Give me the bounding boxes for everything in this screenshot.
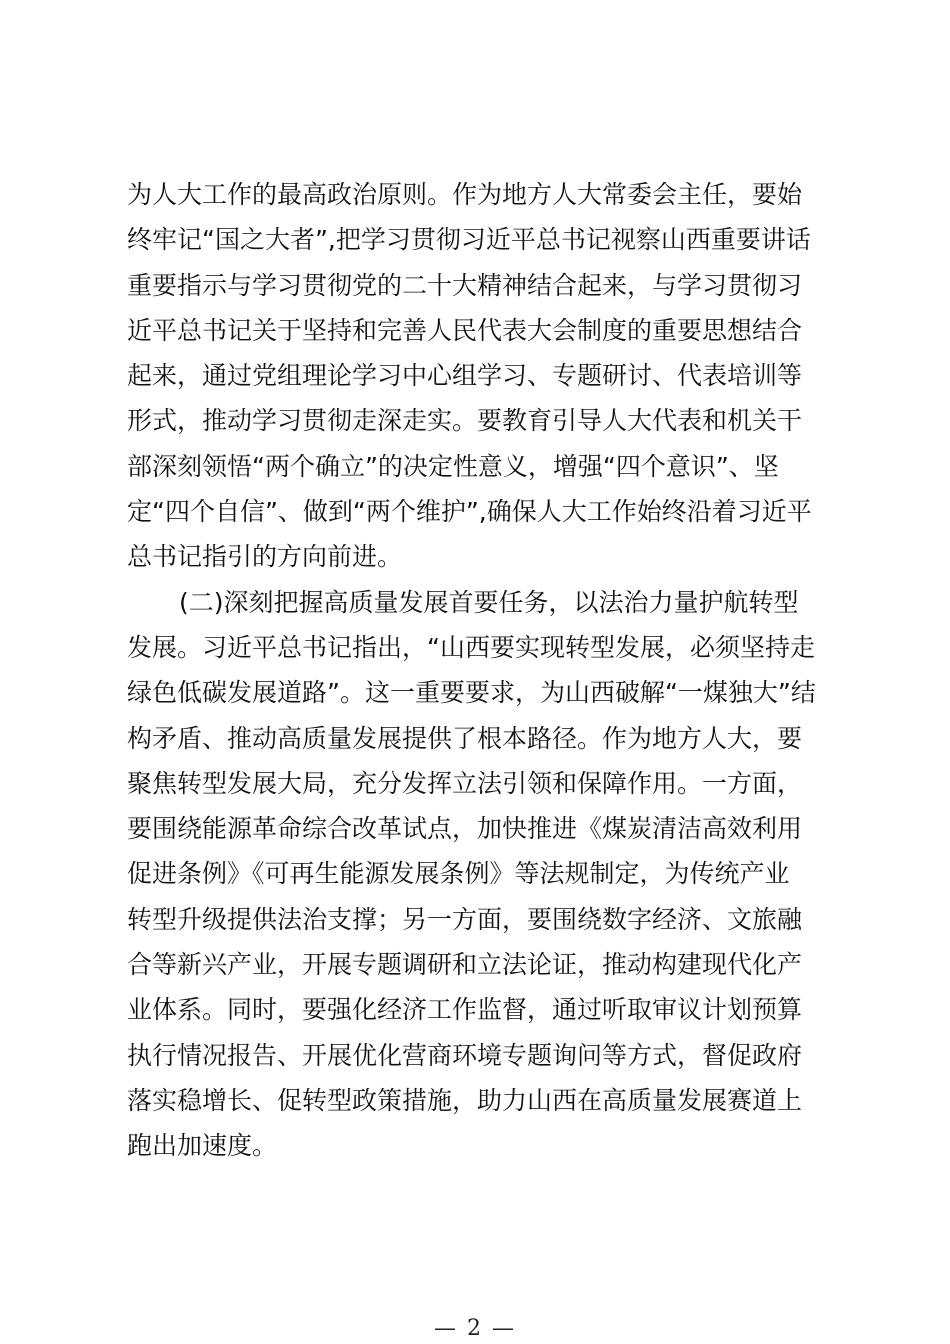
text-line: 执行情况报告、开展优化营商环境专题询问等方式，督促政府 — [127, 1040, 803, 1070]
text-line: 部深刻领悟“两个确立”的决定性意义，增强“四个意识”、坚 — [127, 451, 779, 481]
text-line: 重要指示与学习贯彻党的二十大精神结合起来，与学习贯彻习 — [127, 270, 803, 300]
text-line: 定“四个自信”、做到“两个维护”,确保人大工作始终沿着习近平 — [127, 497, 812, 527]
text-line: 总书记指引的方向前进。 — [127, 542, 403, 572]
text-line: 落实稳增长、促转型政策措施，助力山西在高质量发展赛道上 — [127, 1085, 803, 1115]
text-line: 聚焦转型发展大局，充分发挥立法引领和保障作用。一方面， — [127, 768, 803, 798]
text-line: 形式，推动学习贯彻走深走实。要教育引导人大代表和机关干 — [127, 406, 803, 436]
text-line: 转型升级提供法治支撑；另一方面，要围绕数字经济、文旅融 — [127, 904, 803, 934]
text-line: 促进条例》《可再生能源发展条例》等法规制定，为传统产业 — [127, 859, 790, 889]
section-heading-line: (二)深刻把握高质量发展首要任务，以法治力量护航转型 — [179, 587, 799, 617]
text-line: 要围绕能源革命综合改革试点，加快推进《煤炭清洁高效利用 — [127, 814, 803, 844]
text-line: 为人大工作的最高政治原则。作为地方人大常委会主任，要始 — [127, 180, 803, 209]
text-line: 业体系。同时，要强化经济工作监督，通过听取审议计划预算 — [127, 995, 803, 1025]
text-line: 起来，通过党组理论学习中心组学习、专题研讨、代表培训等 — [127, 361, 803, 391]
text-line: 合等新兴产业，开展专题调研和立法论证，推动构建现代化产 — [127, 950, 803, 980]
text-line: 绿色低碳发展道路”。这一重要要求，为山西破解“一煤独大”结 — [127, 678, 816, 708]
text-line: 构矛盾、推动高质量发展提供了根本路径。作为地方人大，要 — [127, 723, 803, 753]
text-line: 终牢记“国之大者”,把学习贯彻习近平总书记视察山西重要讲话 — [127, 225, 811, 255]
page-number: — 2 — — [434, 1316, 516, 1341]
body-text — [127, 172, 827, 1169]
text-line: 跑出加速度。 — [127, 1131, 278, 1161]
text-line: 发展。习近平总书记指出，“山西要实现转型发展，必须坚持走 — [127, 632, 815, 662]
text-line: 近平总书记关于坚持和完善人民代表大会制度的重要思想结合 — [127, 315, 803, 345]
